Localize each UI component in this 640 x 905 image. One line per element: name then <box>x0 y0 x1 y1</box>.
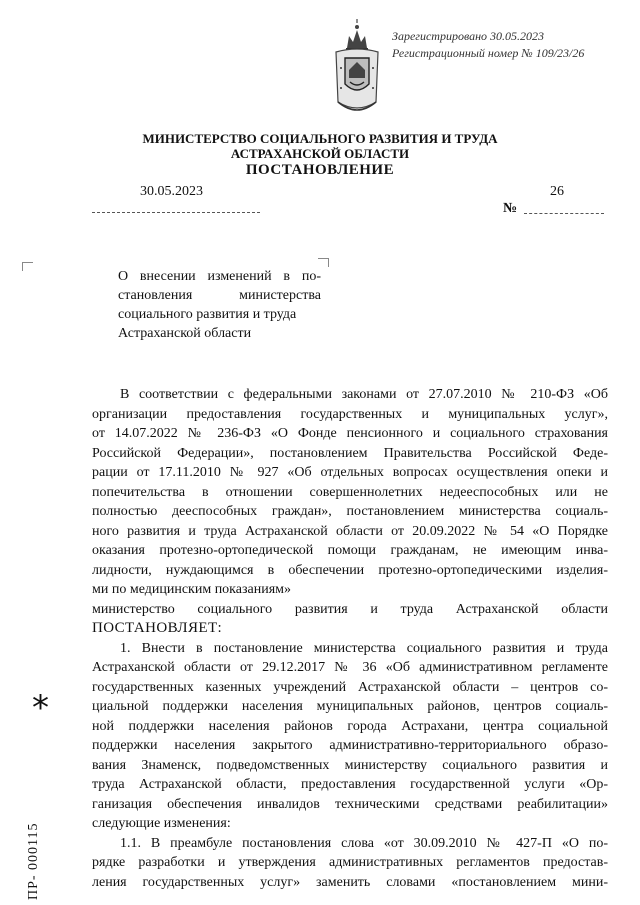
body-line: ного развития и труда Астраханской области от 20.09.2022 № 54 «О Порядке <box>92 523 608 539</box>
body-line: государственных казенных учреждений Астраханской области – центров со- <box>92 679 608 695</box>
body-line: организации предоставления государственных и муниципальных услуг», <box>92 406 608 422</box>
document-date: 30.05.2023 <box>140 184 203 199</box>
decree-word: ПОСТАНОВЛЯЕТ: <box>92 620 223 636</box>
subject-corner-mark-left <box>22 262 33 271</box>
document-body <box>92 385 608 892</box>
body-line: В соответствии с федеральными законами от 27.07.2010 № 210-ФЗ «Об <box>120 387 608 402</box>
body-line: Астраханской области от 29.12.2017 № 36 «Об административном регламенте <box>92 660 608 675</box>
body-line: ления государственных услуг» заменить словами «постановлением мини- <box>92 874 608 890</box>
registration-stamp <box>392 28 584 62</box>
body-line: следующие изменения: <box>92 816 231 831</box>
body-line: рации от 17.11.2010 № 927 «Об отдельных вопросах осуществления опеки и <box>92 465 608 480</box>
number-sign: № <box>503 201 518 216</box>
body-line: ганизация обеспечения инвалидов техническими средствами реабилитации» <box>92 796 608 812</box>
margin-stamp-code: ПР- 000115 <box>26 822 41 900</box>
subject-line: О внесении изменений в по- <box>118 269 321 284</box>
body-line: оказания протезно-ортопедической помощи гражданам, не имеющим инва- <box>92 543 608 558</box>
registration-number: Регистрационный номер № 109/23/26 <box>392 46 585 60</box>
body-line: министерство социального развития и труда Астраханской области <box>92 601 608 617</box>
body-line: ной поддержки населения районов города Астрахани, центра социальной <box>92 718 608 734</box>
body-line: 1. Внести в постановление министерства социального развития и труда <box>120 640 608 656</box>
ministry-line-2: АСТРАХАНСКОЙ ОБЛАСТИ <box>230 146 410 161</box>
coat-of-arms-emblem <box>330 18 384 118</box>
subject-line: социального развития и труда <box>118 307 297 322</box>
registration-date: Зарегистрировано 30.05.2023 <box>392 29 545 43</box>
body-line: от 14.07.2022 № 236-ФЗ «О Фонде пенсионного и социального страхования <box>92 426 608 441</box>
subject-line: Астраханской области <box>118 326 252 341</box>
ministry-line-1: МИНИСТЕРСТВО СОЦИАЛЬНОГО РАЗВИТИЯ И ТРУДА <box>142 131 498 146</box>
document-subject <box>118 267 321 343</box>
subject-line: становления министерства <box>118 288 321 303</box>
body-line: 1.1. В преамбуле постановления слова «от 30.09.2010 № 427-П «О по- <box>120 835 608 851</box>
body-line: полностью дееспособных граждан», постановлением министерства социаль- <box>92 504 608 519</box>
body-line: Российской Федерации», постановлением Правительства Российской Феде- <box>92 445 608 461</box>
number-underline <box>524 213 604 214</box>
margin-asterisk: * <box>32 688 49 728</box>
subject-corner-mark-right <box>318 258 329 267</box>
body-line: труда Астраханской области, предоставления государственной услуги «Ор- <box>92 777 608 792</box>
date-underline <box>92 212 260 213</box>
document-number: 26 <box>550 184 564 199</box>
body-line: рядке разработки и утверждения административных регламентов предостав- <box>92 855 608 870</box>
body-line: поддержки населения закрытого административно-территориального образо- <box>92 738 608 753</box>
body-line: вания Знаменск, подведомственных министерству социального развития и <box>92 757 608 773</box>
body-line: попечительства в отношении совершеннолетних недееспособных или не <box>92 484 608 500</box>
body-line: ми по медицинским показаниям» <box>92 582 292 597</box>
body-line: циальной поддержки населения муниципальных районов, центров социаль- <box>92 699 608 714</box>
document-type-title: ПОСТАНОВЛЕНИЕ <box>245 162 395 178</box>
ministry-heading <box>0 131 640 161</box>
body-line: лидности, нуждающимся в обеспечении протезно-ортопедическими изделия- <box>92 562 608 578</box>
